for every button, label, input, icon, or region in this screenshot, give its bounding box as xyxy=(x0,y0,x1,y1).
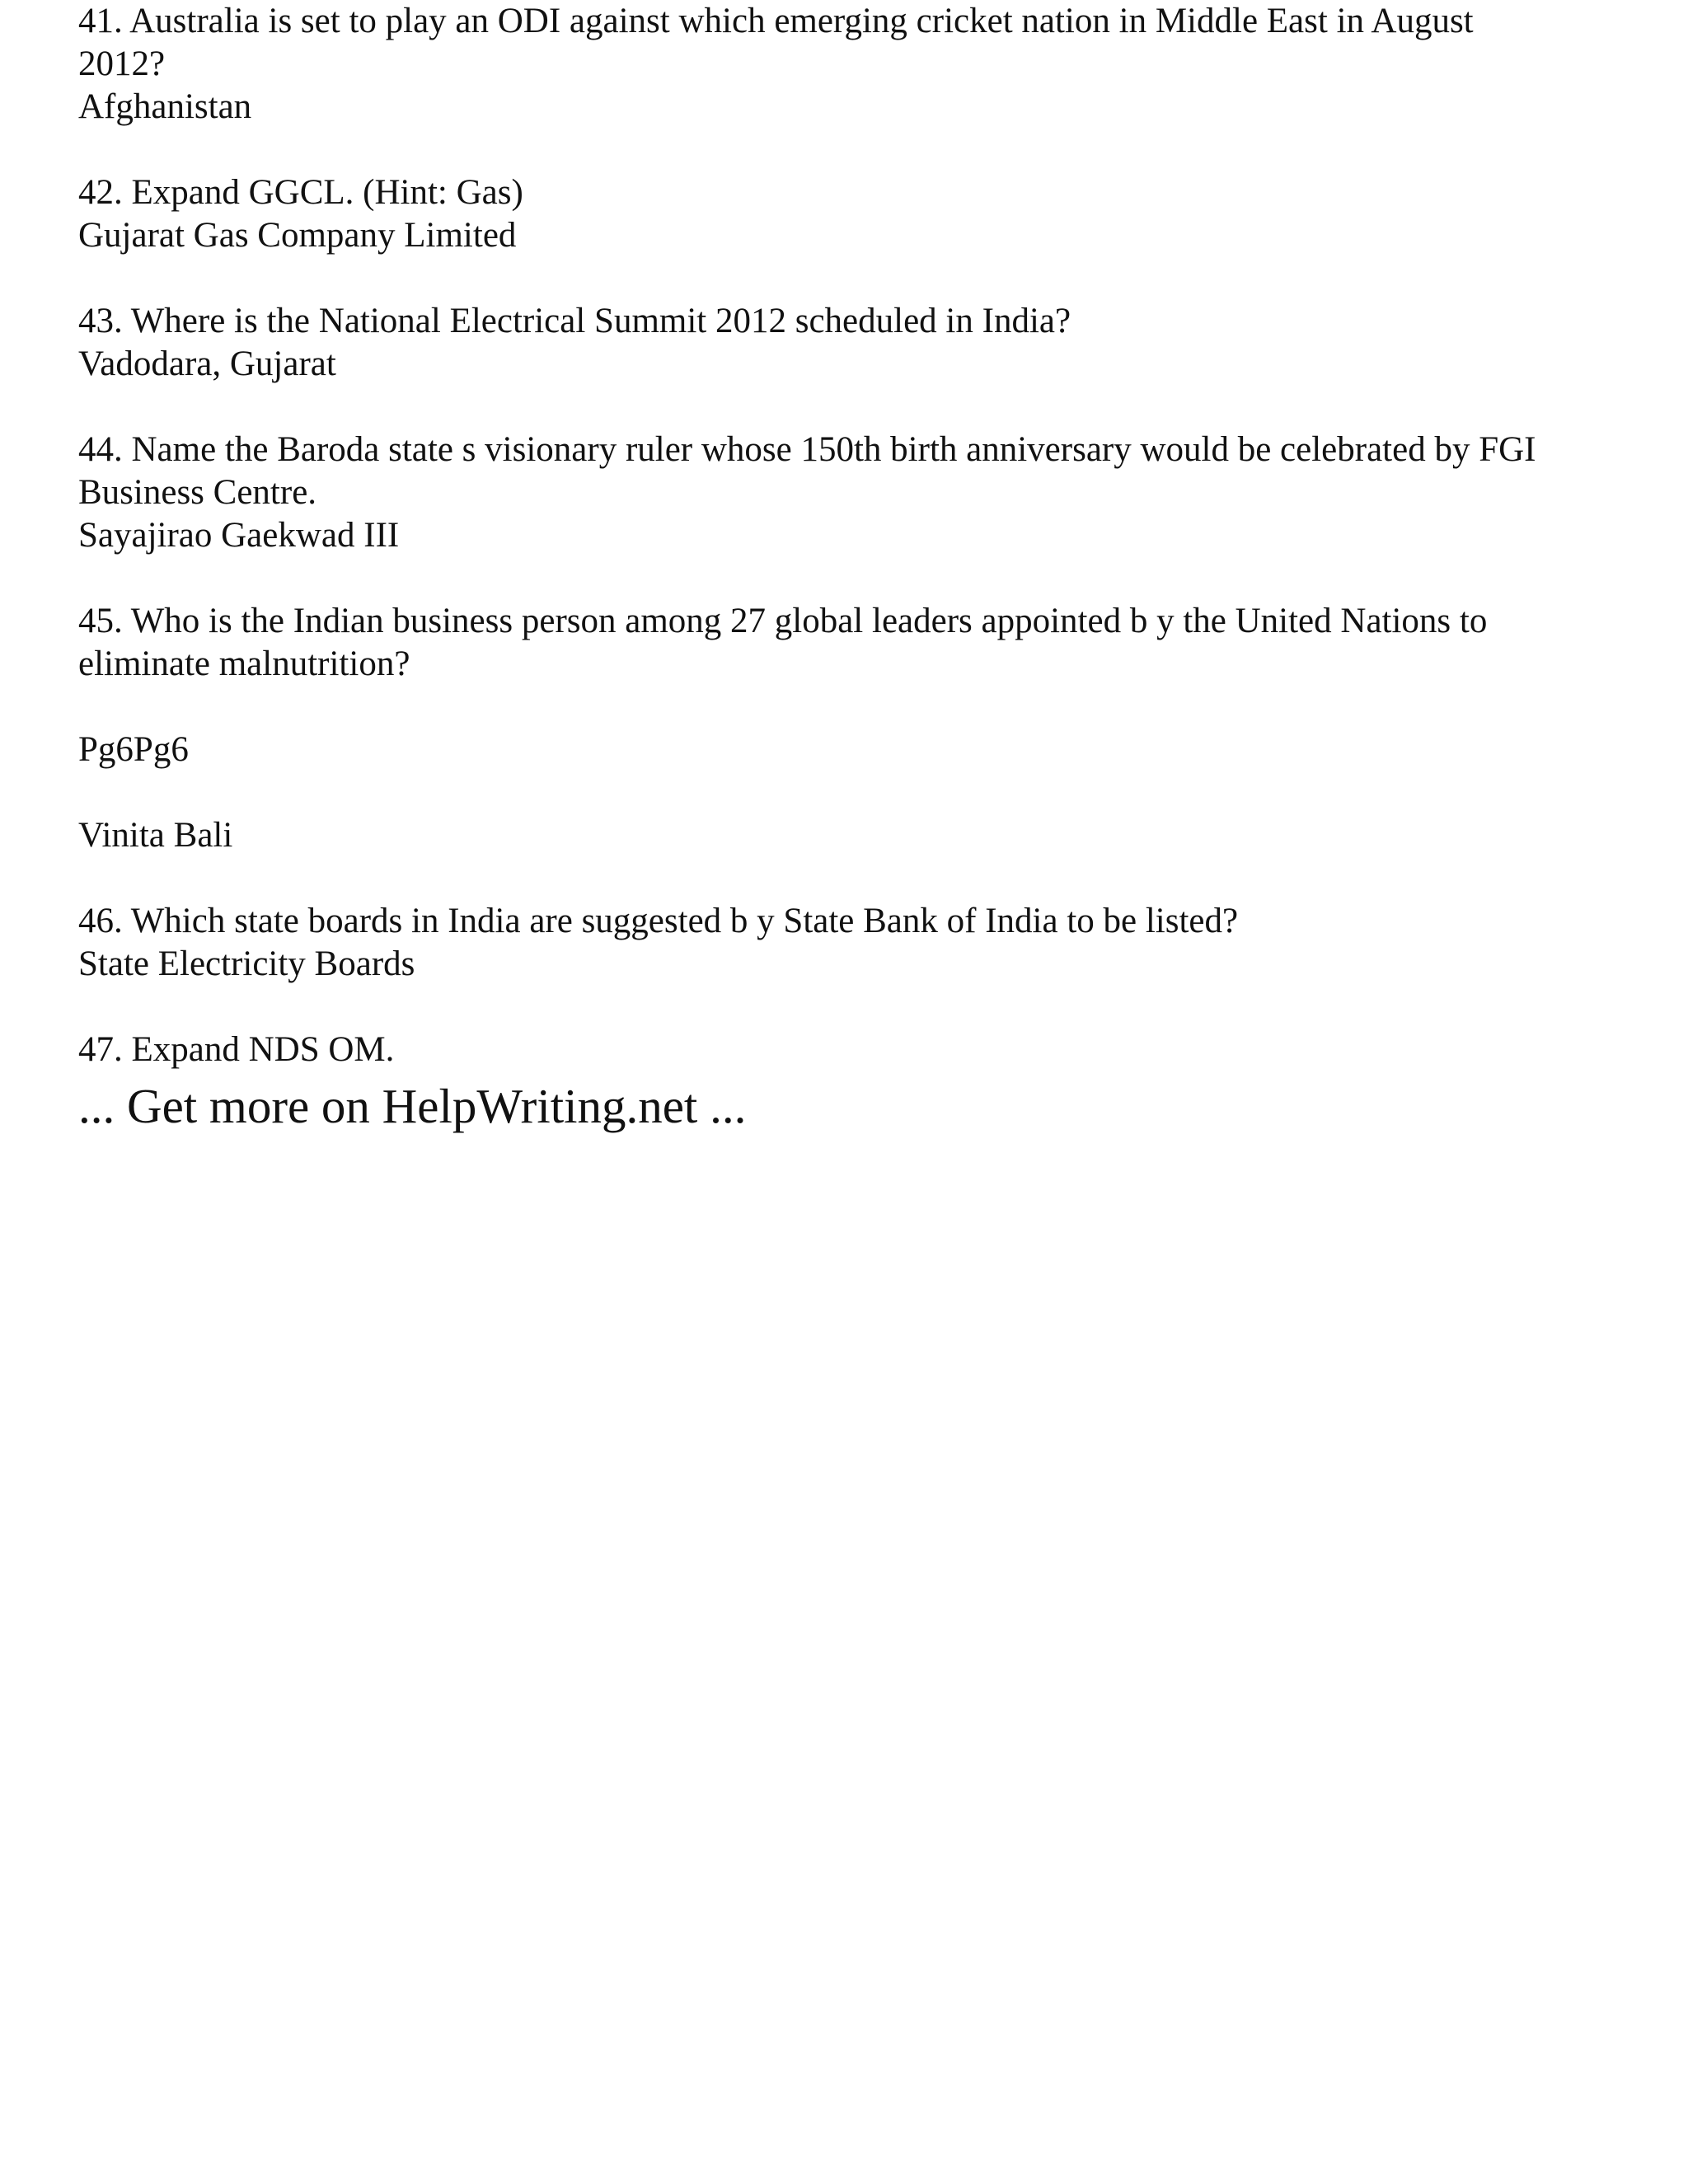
spacer xyxy=(78,686,1628,729)
spacer xyxy=(78,857,1628,900)
q47-question: 47. Expand NDS OM. xyxy=(78,1030,395,1069)
spacer xyxy=(78,129,1628,171)
q44-answer: Sayajirao Gaekwad III xyxy=(78,516,400,555)
q44-line-1: 44. Name the Baroda state s visionary ruler whose 150th birth anniversary would be celebrated by FGI xyxy=(78,430,1536,469)
spacer xyxy=(78,771,1628,814)
q46-answer: State Electricity Boards xyxy=(78,944,415,983)
q45-line-1: 45. Who is the Indian business person among 27 global leaders appointed b y the United Nations to xyxy=(78,602,1488,640)
q41-line-2: 2012? xyxy=(78,45,166,83)
q45-line-2: eliminate malnutrition? xyxy=(78,644,410,683)
q42-question: 42. Expand GGCL. (Hint: Gas) xyxy=(78,173,523,212)
q43-question: 43. Where is the National Electrical Summit 2012 scheduled in India? xyxy=(78,302,1071,340)
helpwriting-link[interactable]: ... Get more on HelpWriting.net ... xyxy=(78,1079,747,1133)
q41-line-1: 41. Australia is set to play an ODI against which emerging cricket nation in Middle East in August xyxy=(78,2,1474,40)
q46-question: 46. Which state boards in India are suggested b y State Bank of India to be listed? xyxy=(78,902,1239,940)
q43-answer: Vadodara, Gujarat xyxy=(78,344,336,383)
q44-line-2: Business Centre. xyxy=(78,473,317,512)
q42-answer: Gujarat Gas Company Limited xyxy=(78,216,517,255)
spacer xyxy=(78,386,1628,429)
spacer xyxy=(78,986,1628,1029)
q41-answer: Afghanistan xyxy=(78,87,252,126)
spacer xyxy=(78,257,1628,300)
spacer xyxy=(78,557,1628,600)
document-page xyxy=(78,0,1628,1132)
q45-answer: Vinita Bali xyxy=(78,816,233,855)
page-marker: Pg6Pg6 xyxy=(78,730,189,769)
